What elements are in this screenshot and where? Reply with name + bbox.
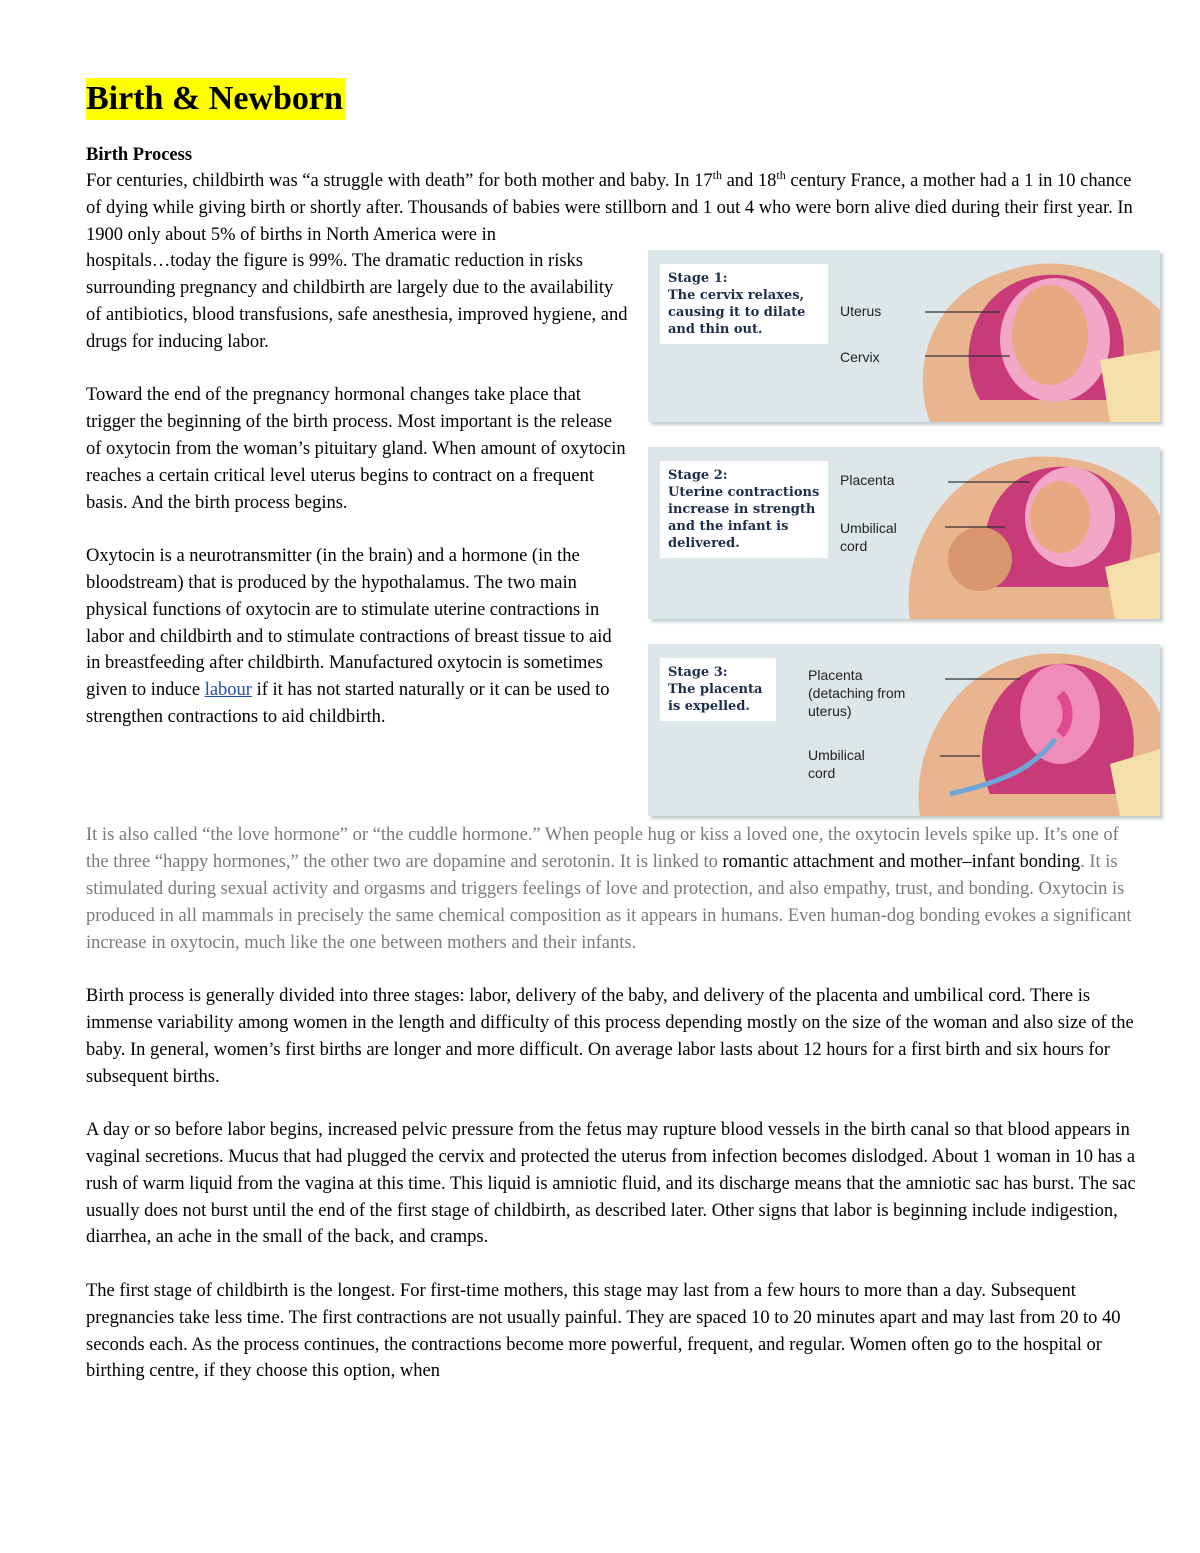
stage-3-caption — [660, 658, 776, 721]
p1-sup-2: th — [776, 167, 786, 182]
document-page — [86, 78, 1146, 1385]
p4-text-b: romantic attachment and mother–infant bonding — [722, 852, 1081, 873]
page-title: Birth & Newborn — [86, 78, 346, 120]
p4-text-c: . It is stimulated during sexual activity and orgasms and triggers feelings of love and protection, and also empathy, trust, and bonding. Oxytocin is produced in all mammals in precisely the same chemical composition as it appears in humans. Even human-dog bonding evokes a significant increase in oxytocin, much like the one between mothers and their infants. — [86, 852, 1132, 953]
label-umbilical-cord: Umbilical cord — [840, 520, 897, 555]
stage-1-panel — [648, 250, 1160, 422]
stage-2-text: Uterine contractions increase in strength and the infant is delivered. — [668, 485, 820, 552]
p3-text-b: if it has not started naturally or it can be used to strengthen contractions to aid childbirth. — [86, 680, 610, 727]
stage-3-heading: Stage 3: — [668, 665, 728, 681]
p1-text-c-end: hospitals…today the figure is 99%. The dramatic reduction in risks surrounding pregnancy and childbirth are largely due to the availability of antibiotics, blood transfusions, safe anesthesia, improved hygiene, and drugs for inducing labor. — [86, 251, 628, 352]
label-placenta: Placenta — [840, 472, 895, 489]
label-cervix: Cervix — [840, 349, 880, 366]
paragraph-intro-top — [86, 168, 1146, 248]
birth-stages-figure — [648, 250, 1160, 816]
p1-text-c-start: century France, a mother had a 1 in 10 chance of dying while giving birth or shortly after. Thousands of babies were stillborn and 1 out 4 who were born alive died during their first year. In 1900 only about 5% of births in North America were in — [86, 171, 1133, 245]
paragraph-oxytocin-release: Toward the end of the pregnancy hormonal changes take place that trigger the beginning of the birth process. Most important is the release of oxytocin from the woman’s pituitary gland. When amount of oxytocin reaches a certain critical level uterus begins to contract on a frequent basis. And the birth process begins. — [86, 385, 626, 513]
labour-link[interactable]: labour — [204, 680, 252, 701]
paragraph-labor-signs: A day or so before labor begins, increased pelvic pressure from the fetus may rupture blood vessels in the birth canal so that blood appears in vaginal secretions. Mucus that had plugged the cervix and protected the uterus from infection becomes dislodged. About 1 woman in 10 has a rush of warm liquid from the vagina at this time. This liquid is amniotic fluid, and its discharge means that the amniotic sac has burst. The sac usually does not burst until the end of the first stage of childbirth, as described later. Other signs that labor is beginning include indigestion, diarrhea, an ache in the small of the back, and cramps. — [86, 1120, 1136, 1248]
stage-3-text: The placenta is expelled. — [668, 682, 763, 715]
label-placenta-detaching: Placenta (detaching from uterus) — [808, 667, 906, 720]
p4-text-a: It is also called “the love hormone” or “the cuddle hormone.” When people hug or kiss a loved one, the oxytocin levels spike up. It’s one of the three “happy hormones,” the other two are dopamine and serotonin. It is linked to — [86, 825, 1119, 873]
p1-sup-1: th — [712, 167, 722, 182]
stage-2-illustration — [870, 447, 1160, 619]
stage-2-heading: Stage 2: — [668, 468, 728, 484]
stage-3-panel — [648, 644, 1160, 816]
stage-1-illustration — [870, 250, 1160, 422]
p1-text-a: For centuries, childbirth was “a struggle with death” for both mother and baby. In 17 — [86, 171, 713, 191]
stage-2-panel — [648, 447, 1160, 619]
p1-text-b: and 18 — [721, 171, 777, 191]
stage-2-caption — [660, 461, 828, 558]
paragraph-three-stages: Birth process is generally divided into three stages: labor, delivery of the baby, and delivery of the placenta and umbilical cord. There is immense variability among women in the length and difficulty of this process depending mostly on the size of the woman and also size of the baby. In general, women’s first births are longer and more difficult. On average labor lasts about 12 hours for a first birth and six hours for subsequent births. — [86, 986, 1134, 1087]
p3-text-a: Oxytocin is a neurotransmitter (in the brain) and a hormone (in the bloodstream) that is produced by the hypothalamus. The two main physical functions of oxytocin are to stimulate uterine contractions in labor and childbirth and to stimulate contractions of breast tissue to aid in breastfeeding after childbirth. Manufactured oxytocin is sometimes given to induce — [86, 546, 612, 701]
label-uterus: Uterus — [840, 303, 882, 320]
stage-1-text: The cervix relaxes, causing it to dilate and thin out. — [668, 288, 806, 338]
stage-3-illustration — [870, 644, 1160, 816]
stage-1-heading: Stage 1: — [668, 271, 728, 287]
paragraph-first-stage: The first stage of childbirth is the longest. For first-time mothers, this stage may last from a few hours to more than a day. Subsequent pregnancies take less time. The first contractions are not usually painful. They are spaced 10 to 20 minutes apart and may last from 20 to 40 seconds each. As the process continues, the contractions become more powerful, frequent, and regular. Women often go to the hospital or birthing centre, if they choose this option, when — [86, 1280, 1121, 1382]
stage-1-caption — [660, 264, 828, 344]
label-umbilical-cord-3: Umbilical cord — [808, 747, 865, 782]
section-heading: Birth Process — [86, 145, 193, 165]
paragraph-love-hormone — [86, 822, 1146, 956]
